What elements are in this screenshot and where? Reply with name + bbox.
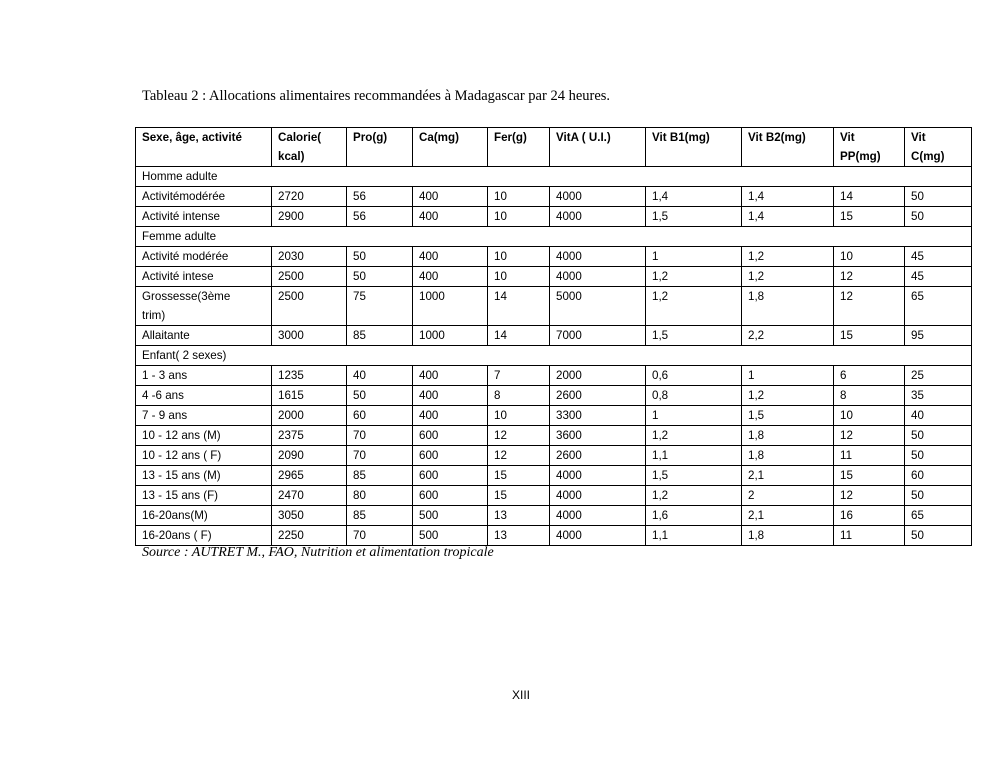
section-row xyxy=(136,227,972,247)
value-cell: 2,2 xyxy=(742,326,834,346)
value-cell: 1,2 xyxy=(742,247,834,267)
value-cell: 1,5 xyxy=(742,406,834,426)
value-cell: 15 xyxy=(834,207,905,227)
value-cell: 70 xyxy=(347,426,413,446)
section-label: Enfant( 2 sexes) xyxy=(136,346,972,366)
value-cell: 85 xyxy=(347,506,413,526)
row-label-cell: 16-20ans(M) xyxy=(136,506,272,526)
value-cell: 60 xyxy=(905,466,972,486)
value-cell: 2900 xyxy=(272,207,347,227)
value-cell: 0,8 xyxy=(646,386,742,406)
value-cell: 1,4 xyxy=(742,207,834,227)
value-cell: 14 xyxy=(834,187,905,207)
value-cell: 40 xyxy=(347,366,413,386)
page-number: XIII xyxy=(511,688,530,702)
value-cell: 56 xyxy=(347,187,413,207)
value-cell: 75 xyxy=(347,287,413,326)
value-cell: 10 xyxy=(834,406,905,426)
value-cell: 1 xyxy=(742,366,834,386)
table-caption: Tableau 2 : Allocations alimentaires recommandées à Madagascar par 24 heures. xyxy=(142,88,611,104)
value-cell: 10 xyxy=(488,406,550,426)
value-cell: 2250 xyxy=(272,526,347,546)
header-cell: Vit PP(mg) xyxy=(834,128,905,167)
value-cell: 6 xyxy=(834,366,905,386)
header-cell: Pro(g) xyxy=(347,128,413,167)
value-cell: 1,2 xyxy=(646,267,742,287)
value-cell: 2500 xyxy=(272,287,347,326)
value-cell: 1615 xyxy=(272,386,347,406)
value-cell: 13 xyxy=(488,506,550,526)
value-cell: 65 xyxy=(905,287,972,326)
value-cell: 1235 xyxy=(272,366,347,386)
value-cell: 3300 xyxy=(550,406,646,426)
table-row xyxy=(136,486,972,506)
value-cell: 1,8 xyxy=(742,446,834,466)
header-cell: Fer(g) xyxy=(488,128,550,167)
value-cell: 1,5 xyxy=(646,326,742,346)
value-cell: 600 xyxy=(413,446,488,466)
row-label-cell: 10 - 12 ans (M) xyxy=(136,426,272,446)
value-cell: 2965 xyxy=(272,466,347,486)
value-cell: 600 xyxy=(413,486,488,506)
row-label-cell: 4 -6 ans xyxy=(136,386,272,406)
value-cell: 1,8 xyxy=(742,287,834,326)
value-cell: 12 xyxy=(488,446,550,466)
value-cell: 45 xyxy=(905,267,972,287)
value-cell: 2375 xyxy=(272,426,347,446)
value-cell: 500 xyxy=(413,526,488,546)
value-cell: 400 xyxy=(413,406,488,426)
value-cell: 1,8 xyxy=(742,526,834,546)
table-row xyxy=(136,506,972,526)
value-cell: 12 xyxy=(834,287,905,326)
value-cell: 2030 xyxy=(272,247,347,267)
table-row xyxy=(136,386,972,406)
value-cell: 25 xyxy=(905,366,972,386)
value-cell: 1 xyxy=(646,406,742,426)
row-label-cell: Grossesse(3ème trim) xyxy=(136,287,272,326)
value-cell: 8 xyxy=(488,386,550,406)
row-label-cell: 7 - 9 ans xyxy=(136,406,272,426)
value-cell: 15 xyxy=(834,466,905,486)
value-cell: 3000 xyxy=(272,326,347,346)
value-cell: 5000 xyxy=(550,287,646,326)
section-row xyxy=(136,346,972,366)
value-cell: 56 xyxy=(347,207,413,227)
value-cell: 4000 xyxy=(550,247,646,267)
value-cell: 60 xyxy=(347,406,413,426)
value-cell: 1 xyxy=(646,247,742,267)
value-cell: 4000 xyxy=(550,506,646,526)
value-cell: 10 xyxy=(488,187,550,207)
value-cell: 7000 xyxy=(550,326,646,346)
value-cell: 3600 xyxy=(550,426,646,446)
value-cell: 12 xyxy=(488,426,550,446)
value-cell: 95 xyxy=(905,326,972,346)
value-cell: 10 xyxy=(488,247,550,267)
header-cell: Vit C(mg) xyxy=(905,128,972,167)
value-cell: 15 xyxy=(488,466,550,486)
value-cell: 12 xyxy=(834,486,905,506)
value-cell: 2720 xyxy=(272,187,347,207)
row-label-cell: 10 - 12 ans ( F) xyxy=(136,446,272,466)
value-cell: 50 xyxy=(905,207,972,227)
value-cell: 2600 xyxy=(550,446,646,466)
value-cell: 50 xyxy=(905,426,972,446)
row-label-cell: 13 - 15 ans (F) xyxy=(136,486,272,506)
value-cell: 50 xyxy=(905,446,972,466)
row-label-cell: Activité modérée xyxy=(136,247,272,267)
value-cell: 50 xyxy=(347,386,413,406)
value-cell: 45 xyxy=(905,247,972,267)
table-row xyxy=(136,526,972,546)
value-cell: 11 xyxy=(834,446,905,466)
value-cell: 10 xyxy=(488,267,550,287)
value-cell: 4000 xyxy=(550,486,646,506)
table-row xyxy=(136,466,972,486)
section-label: Femme adulte xyxy=(136,227,972,247)
value-cell: 1,1 xyxy=(646,526,742,546)
row-label-cell: Activité intese xyxy=(136,267,272,287)
header-cell: Calorie( kcal) xyxy=(272,128,347,167)
value-cell: 500 xyxy=(413,506,488,526)
value-cell: 80 xyxy=(347,486,413,506)
header-cell: Vit B1(mg) xyxy=(646,128,742,167)
value-cell: 13 xyxy=(488,526,550,546)
value-cell: 7 xyxy=(488,366,550,386)
source-note: Source : AUTRET M., FAO, Nutrition et alimentation tropicale xyxy=(142,545,494,560)
row-label-cell: Activitémodérée xyxy=(136,187,272,207)
value-cell: 400 xyxy=(413,207,488,227)
value-cell: 40 xyxy=(905,406,972,426)
value-cell: 70 xyxy=(347,446,413,466)
value-cell: 1000 xyxy=(413,287,488,326)
value-cell: 1,2 xyxy=(646,287,742,326)
value-cell: 4000 xyxy=(550,207,646,227)
value-cell: 400 xyxy=(413,386,488,406)
value-cell: 1,2 xyxy=(742,267,834,287)
value-cell: 400 xyxy=(413,187,488,207)
value-cell: 85 xyxy=(347,466,413,486)
table-row xyxy=(136,326,972,346)
value-cell: 65 xyxy=(905,506,972,526)
value-cell: 2470 xyxy=(272,486,347,506)
value-cell: 2 xyxy=(742,486,834,506)
table-row xyxy=(136,287,972,326)
value-cell: 50 xyxy=(905,187,972,207)
value-cell: 1,2 xyxy=(646,486,742,506)
section-row xyxy=(136,167,972,187)
value-cell: 85 xyxy=(347,326,413,346)
value-cell: 50 xyxy=(905,486,972,506)
value-cell: 3050 xyxy=(272,506,347,526)
table-row xyxy=(136,366,972,386)
value-cell: 50 xyxy=(347,267,413,287)
value-cell: 14 xyxy=(488,326,550,346)
value-cell: 4000 xyxy=(550,466,646,486)
value-cell: 70 xyxy=(347,526,413,546)
value-cell: 1,5 xyxy=(646,466,742,486)
value-cell: 16 xyxy=(834,506,905,526)
header-cell: Sexe, âge, activité xyxy=(136,128,272,167)
value-cell: 14 xyxy=(488,287,550,326)
table-row xyxy=(136,247,972,267)
value-cell: 10 xyxy=(488,207,550,227)
row-label-cell: 1 - 3 ans xyxy=(136,366,272,386)
value-cell: 2000 xyxy=(550,366,646,386)
table-row xyxy=(136,207,972,227)
table-row xyxy=(136,426,972,446)
value-cell: 15 xyxy=(488,486,550,506)
header-cell: Ca(mg) xyxy=(413,128,488,167)
value-cell: 4000 xyxy=(550,267,646,287)
value-cell: 1,6 xyxy=(646,506,742,526)
row-label-cell: Allaitante xyxy=(136,326,272,346)
section-label: Homme adulte xyxy=(136,167,972,187)
table-row xyxy=(136,406,972,426)
table-body xyxy=(136,167,972,546)
value-cell: 1,4 xyxy=(742,187,834,207)
row-label-cell: Activité intense xyxy=(136,207,272,227)
value-cell: 2,1 xyxy=(742,466,834,486)
value-cell: 2,1 xyxy=(742,506,834,526)
value-cell: 50 xyxy=(905,526,972,546)
value-cell: 1,2 xyxy=(742,386,834,406)
header-cell: VitA ( U.I.) xyxy=(550,128,646,167)
value-cell: 12 xyxy=(834,267,905,287)
value-cell: 400 xyxy=(413,247,488,267)
table-row xyxy=(136,187,972,207)
table-row xyxy=(136,446,972,466)
value-cell: 1,1 xyxy=(646,446,742,466)
value-cell: 2090 xyxy=(272,446,347,466)
value-cell: 50 xyxy=(347,247,413,267)
value-cell: 2500 xyxy=(272,267,347,287)
value-cell: 10 xyxy=(834,247,905,267)
row-label-cell: 16-20ans ( F) xyxy=(136,526,272,546)
value-cell: 4000 xyxy=(550,526,646,546)
value-cell: 8 xyxy=(834,386,905,406)
value-cell: 1000 xyxy=(413,326,488,346)
value-cell: 400 xyxy=(413,267,488,287)
value-cell: 12 xyxy=(834,426,905,446)
value-cell: 2600 xyxy=(550,386,646,406)
value-cell: 600 xyxy=(413,466,488,486)
value-cell: 4000 xyxy=(550,187,646,207)
value-cell: 400 xyxy=(413,366,488,386)
header-row xyxy=(136,128,972,167)
food-allocation-table xyxy=(135,127,972,546)
value-cell: 35 xyxy=(905,386,972,406)
value-cell: 2000 xyxy=(272,406,347,426)
header-cell: Vit B2(mg) xyxy=(742,128,834,167)
value-cell: 1,5 xyxy=(646,207,742,227)
value-cell: 1,4 xyxy=(646,187,742,207)
value-cell: 11 xyxy=(834,526,905,546)
value-cell: 1,8 xyxy=(742,426,834,446)
value-cell: 0,6 xyxy=(646,366,742,386)
value-cell: 600 xyxy=(413,426,488,446)
value-cell: 1,2 xyxy=(646,426,742,446)
table-row xyxy=(136,267,972,287)
row-label-cell: 13 - 15 ans (M) xyxy=(136,466,272,486)
value-cell: 15 xyxy=(834,326,905,346)
